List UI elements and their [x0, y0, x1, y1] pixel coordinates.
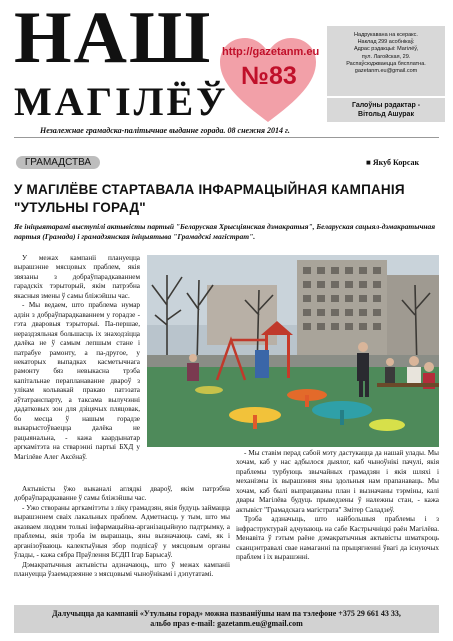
tagline: Незалежнае грамадска-палітычнае выданне горада. 08 снежня 2014 г. [40, 126, 290, 135]
info-line: gazetanm.eu@gmail.com [354, 68, 418, 75]
paragraph: - Мы ставім перад сабой мэту дастукацца да нашай улады. Мы хочам, каб у нас адбылося дыялог, каб чыноўнікі пачулі, якія праблемы турбуюць звычайных грамадзян і якія шляхі і механізмы іх вырашэння яны здольныя нам прапанаваць. Мы хочам, каб былі выпрацаваны план і вызначаны тэрміны, калі двары Магілёва будуць прыведзены ў належны стан, - кажа актывіст "Грамадскага магістрата" Змітер Саладзеў. [236, 449, 439, 514]
editor-name: Вітольд Ашурак [358, 111, 414, 118]
article-column-2 [14, 485, 230, 603]
author-byline: ■ Якуб Корсак [366, 158, 420, 167]
info-line: Адрас рэдакцыі: Магілёў, [354, 46, 418, 53]
paragraph: - Ужо створаны аргкамітэты з ліку грамадзян, якія будуць займацца вырашэннем сваіх лакальных праблем. Адметнасць у тым, што мы аказваем людзям толькі інфармацыйна-арганізацыйную падтрымку, а праблемы, якія трэба ім вырашаць, яны вызначаюць самі, як і арганізоўваюць калектыўныя збор подпісаў у мясцовым органы ўлады, - кажа сябра Праўлення БСДП Ігар Барысаў. [14, 503, 230, 560]
section-badge: ГРАМАДСТВА [16, 156, 100, 169]
divider [14, 137, 439, 138]
paragraph: - Мы ведаем, што праблема нумар адзін з добраўпарадкаваннем у горадзе - гэта дваровыя тэрыторыі. Па-першае, нераздзяльная большасць іх знаходзіцца далёка не ў самым лепшым стане і патрабуе рамонту, а па-другое, у некаторых выпадках касметычнага рамонту бяз невыкасна трэба капітальнае перапланаванне двароў з улікам кольвакай пракаю патэзата аўтатранспарту, а таксама вылучэнні дадатковых зон для дзіцячых пляцовак, бо месца ў нашым горадзе выкарыстоўваецца далёка не рацыянальна, - кажа каардынатар аргкамітэта на стварэнні партыі БХД у Магілёве Алег Аксёнаў. [14, 301, 140, 461]
newspaper-title-city: МАГІЛЁЎ [14, 79, 229, 124]
publication-info [327, 26, 445, 96]
paragraph: Дэмакратычныя актывісты адзначаюць, што ў межах кампаніі плануецца ўзаемадзеянне з мясцовымі чыноўнікамі і дэпутатамі. [14, 560, 230, 579]
playground-photo [147, 255, 439, 447]
editor-label: Галоўны рэдактар - [351, 102, 421, 109]
footer-line: Далучыцца да кампаніі «Утульны горад» можна пазваніўшы нам па тэлефоне +375 29 661 43 33, [52, 609, 401, 618]
article-headline: У МАГІЛЁВЕ СТАРТАВАЛА ІНФАРМАЦЫЙНАЯ КАМПАНІЯ "УТУЛЬНЫ ГОРАД" [14, 182, 405, 215]
info-line: пул. Лагойская, 29. [361, 53, 411, 60]
editor-info [327, 98, 445, 122]
info-line: Надрукавана на ксеракс. [354, 32, 418, 38]
issue-number: №83 [241, 62, 297, 90]
info-line: Наклад 299 асобнікаў. [357, 39, 415, 46]
article-lead: Яе ініцыятарамі выступілі актывісты партый "Беларуская Хрысціянская дэмакратыя", Беларуская сацыял-дэмакратычная партыя (Грамада) і грамадзянская ініцыятыва "Грамадскі магістрат". [14, 222, 436, 241]
paragraph: У межах кампаніі плануецца вырашэнне мясцовых праблем, якія звязаны з добраўпарадкаваннем гарадскіх тэрыторый, якім патрэбна якасныя змены ў самы бліжэйшы час. [14, 254, 140, 300]
info-line: Распаўсюджваецца бясплатна. [346, 60, 426, 67]
article-column-1 [14, 254, 140, 484]
article-column-3 [236, 449, 439, 607]
website-link[interactable]: http://gazetanm.eu [222, 46, 320, 58]
footer-email-line[interactable]: альбо праз e-mail: gazetanm.eu@gmail.com [150, 619, 303, 628]
paragraph: Актывісты ўжо выканалі аглядкі двароў, якім патрэбна добраўпарадкаванне ў самы бліжэйшы час. [14, 485, 230, 503]
contact-footer [14, 605, 439, 633]
paragraph: Трэба адзначыць, што найбольшыя праблемы і з інфраструктурай адчуваюць на сабе Кастрычніцкі раён Магілёва. Менавіта ў гэтым раёне дэмакратычныя актывісты шматкроць сканцэнтравалі свае намаганні па прыцягненні ўвагі да існуючых праблем і іх вырашэнні. [236, 515, 439, 561]
newspaper-title: НАШ [14, 0, 213, 79]
